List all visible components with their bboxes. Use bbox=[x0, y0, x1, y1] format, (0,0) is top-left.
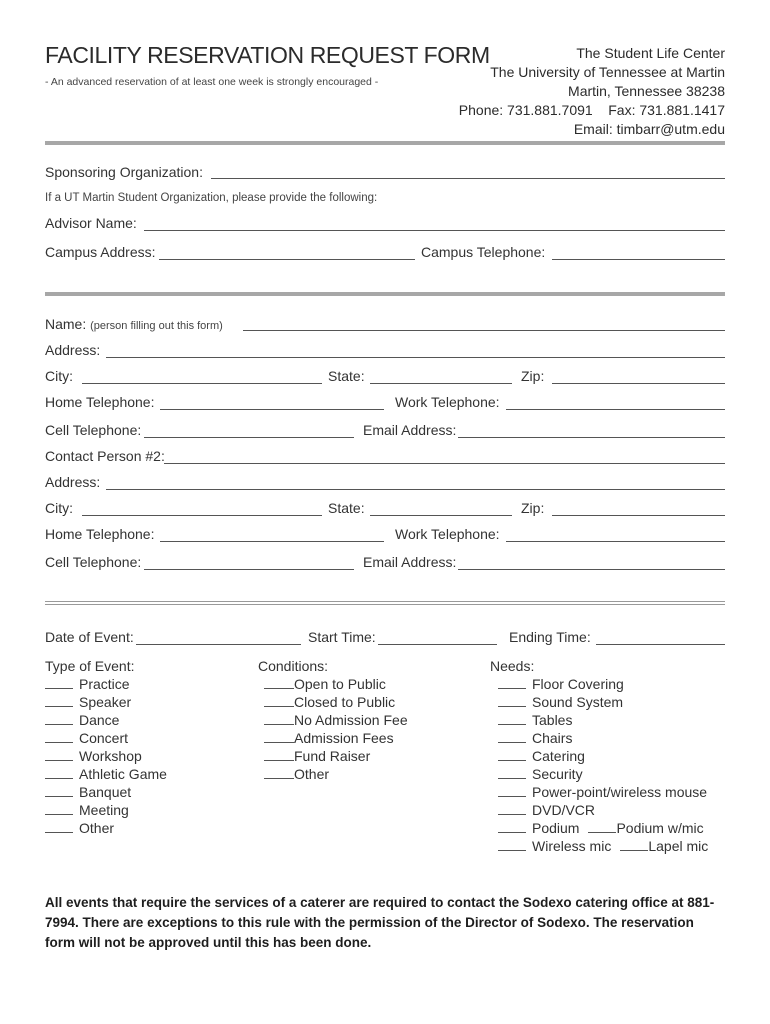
date-of-event-label: Date of Event: bbox=[45, 629, 134, 645]
contact2-state-label: State: bbox=[328, 500, 365, 516]
contact2-home-telephone-field[interactable] bbox=[160, 541, 384, 542]
student-org-instruction: If a UT Martin Student Organization, please provide the following: bbox=[45, 192, 378, 204]
condition-item[interactable]: Admission Fees bbox=[258, 729, 408, 747]
type-item[interactable]: Meeting bbox=[45, 801, 167, 819]
condition-item[interactable]: No Admission Fee bbox=[258, 711, 408, 729]
requester-name-hint: (person filling out this form) bbox=[90, 320, 223, 332]
section-divider bbox=[45, 141, 725, 145]
need-item[interactable]: Power-point/wireless mouse bbox=[490, 783, 708, 801]
campus-address-label: Campus Address: bbox=[45, 244, 156, 260]
condition-item[interactable]: Open to Public bbox=[258, 675, 408, 693]
contact-line-3: Martin, Tennessee 38238 bbox=[568, 83, 725, 99]
need-blank[interactable] bbox=[498, 675, 526, 689]
type-blank[interactable] bbox=[45, 711, 73, 725]
catering-notice: All events that require the services of a caterer are required to contact the Sodexo catering office at 881-7994. There are exceptions to this rule with the permission of the Director of Sodexo. The reservation form will not be approved until this has been done. bbox=[45, 895, 715, 950]
contact2-address-field[interactable] bbox=[106, 489, 725, 490]
need-blank[interactable] bbox=[498, 747, 526, 761]
contact2-city-label: City: bbox=[45, 500, 73, 516]
city-label: City: bbox=[45, 368, 73, 384]
section-divider bbox=[45, 601, 725, 605]
type-item[interactable]: Athletic Game bbox=[45, 765, 167, 783]
type-blank[interactable] bbox=[45, 729, 73, 743]
need-blank[interactable] bbox=[498, 837, 526, 851]
type-item[interactable]: Practice bbox=[45, 675, 167, 693]
date-of-event-field[interactable] bbox=[136, 644, 301, 645]
type-blank[interactable] bbox=[45, 801, 73, 815]
need-blank[interactable] bbox=[498, 765, 526, 779]
condition-blank[interactable] bbox=[264, 693, 294, 707]
contact-email: Email: timbarr@utm.edu bbox=[573, 121, 725, 137]
type-of-event-list bbox=[45, 657, 167, 837]
type-blank[interactable] bbox=[45, 675, 73, 689]
condition-item[interactable]: Closed to Public bbox=[258, 693, 408, 711]
type-item[interactable]: Speaker bbox=[45, 693, 167, 711]
campus-telephone-field[interactable] bbox=[552, 259, 725, 260]
conditions-heading: Conditions: bbox=[258, 658, 329, 674]
need-item-podium[interactable]: Podium Podium w/mic bbox=[490, 819, 708, 837]
type-item[interactable]: Banquet bbox=[45, 783, 167, 801]
condition-item[interactable]: Other bbox=[258, 765, 408, 783]
section-divider bbox=[45, 292, 725, 296]
need-blank[interactable] bbox=[498, 783, 526, 797]
advisor-name-label: Advisor Name: bbox=[45, 215, 137, 231]
campus-address-field[interactable] bbox=[159, 259, 415, 260]
cell-telephone-field[interactable] bbox=[144, 437, 354, 438]
work-telephone-label: Work Telephone: bbox=[395, 394, 500, 410]
city-field[interactable] bbox=[82, 383, 322, 384]
contact2-work-telephone-label: Work Telephone: bbox=[395, 526, 500, 542]
type-blank[interactable] bbox=[45, 765, 73, 779]
zip-field[interactable] bbox=[552, 383, 725, 384]
contact2-city-field[interactable] bbox=[82, 515, 322, 516]
type-item[interactable]: Dance bbox=[45, 711, 167, 729]
contact2-cell-telephone-field[interactable] bbox=[144, 569, 354, 570]
home-telephone-label: Home Telephone: bbox=[45, 394, 155, 410]
need-item[interactable]: Catering bbox=[490, 747, 708, 765]
need-item[interactable]: DVD/VCR bbox=[490, 801, 708, 819]
condition-blank[interactable] bbox=[264, 729, 294, 743]
advisor-name-field[interactable] bbox=[144, 230, 725, 231]
contact2-address-label: Address: bbox=[45, 474, 101, 490]
email-address-field[interactable] bbox=[458, 437, 725, 438]
type-blank[interactable] bbox=[45, 819, 73, 833]
form-title: FACILITY RESERVATION REQUEST FORM bbox=[45, 42, 490, 68]
type-item[interactable]: Concert bbox=[45, 729, 167, 747]
need-blank[interactable] bbox=[588, 819, 616, 833]
contact-phone-fax: Phone: 731.881.7091 Fax: 731.881.1417 bbox=[458, 102, 725, 118]
need-blank[interactable] bbox=[498, 819, 526, 833]
sponsoring-org-label: Sponsoring Organization: bbox=[45, 164, 203, 180]
zip-label: Zip: bbox=[521, 368, 545, 384]
contact-line-1: The Student Life Center bbox=[576, 45, 725, 61]
requester-name-label bbox=[45, 316, 223, 332]
need-item[interactable]: Chairs bbox=[490, 729, 708, 747]
need-blank[interactable] bbox=[620, 837, 648, 851]
contact2-cell-telephone-label: Cell Telephone: bbox=[45, 554, 142, 570]
condition-blank[interactable] bbox=[264, 765, 294, 779]
need-blank[interactable] bbox=[498, 711, 526, 725]
need-item[interactable]: Security bbox=[490, 765, 708, 783]
email-address-label: Email Address: bbox=[363, 422, 457, 438]
contact2-zip-label: Zip: bbox=[521, 500, 545, 516]
type-blank[interactable] bbox=[45, 693, 73, 707]
contact2-home-telephone-label: Home Telephone: bbox=[45, 526, 155, 542]
contact-person-2-field[interactable] bbox=[164, 463, 725, 464]
need-item[interactable]: Sound System bbox=[490, 693, 708, 711]
form-subtitle: - An advanced reservation of at least one week is strongly encouraged - bbox=[45, 76, 379, 88]
condition-blank[interactable] bbox=[264, 747, 294, 761]
need-item-mics[interactable]: Wireless mic Lapel mic bbox=[490, 837, 708, 855]
contact2-state-field[interactable] bbox=[370, 515, 512, 516]
requester-name-label-text: Name: bbox=[45, 316, 87, 332]
needs-heading: Needs: bbox=[490, 658, 535, 674]
need-blank[interactable] bbox=[498, 729, 526, 743]
condition-blank[interactable] bbox=[264, 675, 294, 689]
campus-telephone-label: Campus Telephone: bbox=[421, 244, 546, 260]
type-blank[interactable] bbox=[45, 783, 73, 797]
work-telephone-field[interactable] bbox=[506, 409, 725, 410]
state-label: State: bbox=[328, 368, 365, 384]
contact2-email-address-field[interactable] bbox=[458, 569, 725, 570]
start-time-field[interactable] bbox=[378, 644, 497, 645]
ending-time-field[interactable] bbox=[596, 644, 725, 645]
contact2-work-telephone-field[interactable] bbox=[506, 541, 725, 542]
cell-telephone-label: Cell Telephone: bbox=[45, 422, 142, 438]
home-telephone-field[interactable] bbox=[160, 409, 384, 410]
ending-time-label: Ending Time: bbox=[509, 629, 591, 645]
need-item[interactable]: Floor Covering bbox=[490, 675, 708, 693]
contact2-email-address-label: Email Address: bbox=[363, 554, 457, 570]
need-blank[interactable] bbox=[498, 801, 526, 815]
contact-person-2-label: Contact Person #2: bbox=[45, 448, 165, 464]
sponsoring-org-field[interactable] bbox=[211, 178, 725, 179]
type-item[interactable]: Workshop bbox=[45, 747, 167, 765]
condition-item[interactable]: Fund Raiser bbox=[258, 747, 408, 765]
need-item[interactable]: Tables bbox=[490, 711, 708, 729]
need-blank[interactable] bbox=[498, 693, 526, 707]
type-blank[interactable] bbox=[45, 747, 73, 761]
contact2-zip-field[interactable] bbox=[552, 515, 725, 516]
address-label: Address: bbox=[45, 342, 101, 358]
start-time-label: Start Time: bbox=[308, 629, 376, 645]
contact-line-2: The University of Tennessee at Martin bbox=[490, 64, 725, 80]
condition-blank[interactable] bbox=[264, 711, 294, 725]
type-of-event-heading: Type of Event: bbox=[45, 658, 135, 674]
requester-name-field[interactable] bbox=[243, 330, 725, 331]
contact-block bbox=[459, 44, 725, 139]
type-item[interactable]: Other bbox=[45, 819, 167, 837]
state-field[interactable] bbox=[370, 383, 512, 384]
conditions-list bbox=[258, 657, 408, 783]
address-field[interactable] bbox=[106, 357, 725, 358]
needs-list bbox=[490, 657, 708, 855]
